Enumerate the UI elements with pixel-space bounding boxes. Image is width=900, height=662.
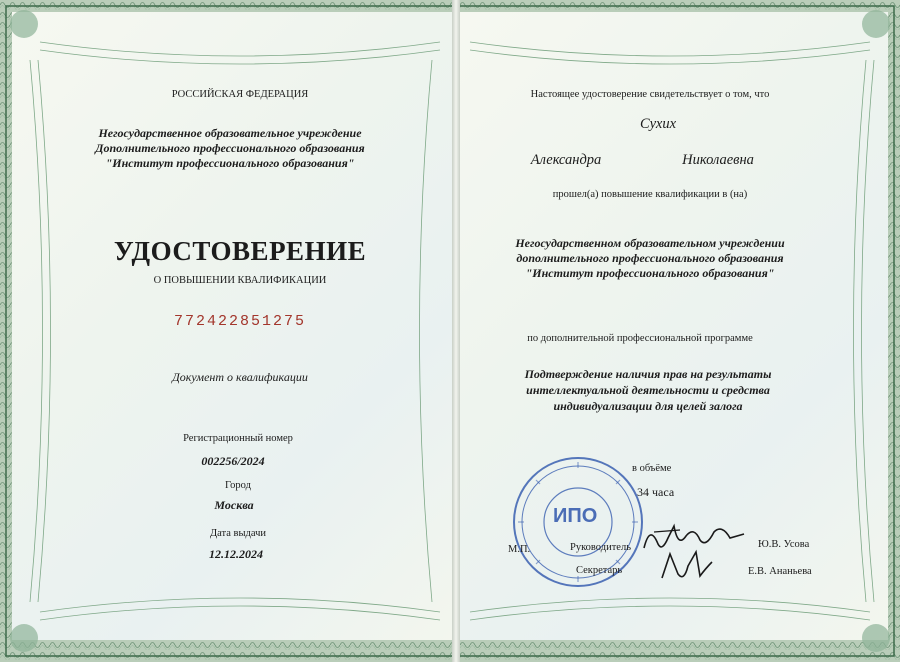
- issue-date-label: Дата выдачи: [209, 528, 267, 539]
- secretary-name: Е.В. Ананьева: [748, 566, 812, 577]
- training-org-line-2: дополнительного профессионального образования: [516, 251, 784, 265]
- registration-label: Регистрационный номер: [183, 433, 293, 444]
- training-org-line-1: Негосударственном образовательном учреждении: [515, 236, 785, 250]
- city-value: Москва: [214, 498, 254, 512]
- certification-intro: Настоящее удостоверение свидетельствует о том, что: [530, 89, 770, 100]
- document-subtitle: О ПОВЫШЕНИИ КВАЛИФИКАЦИИ: [153, 275, 327, 286]
- seal-center-text: ИПО: [553, 505, 598, 527]
- serial-number: 772422851275: [173, 313, 307, 330]
- secretary-label: Секретарь: [576, 565, 623, 576]
- issuer-org-line-2: Дополнительного профессионального образования: [95, 141, 365, 155]
- holder-patronymic: Николаевна: [682, 152, 754, 168]
- program-name-line-2: интеллектуальной деятельности и средства: [526, 383, 770, 397]
- program-name-line-3: индивидуализации для целей залога: [553, 399, 743, 413]
- document-title: УДОСТОВЕРЕНИЕ: [113, 236, 367, 266]
- volume-label: в объёме: [632, 463, 672, 474]
- secretary-signature: [656, 548, 716, 584]
- registration-number: 002256/2024: [201, 454, 265, 468]
- program-label: по дополнительной профессиональной программе: [527, 333, 753, 344]
- issue-date-value: 12.12.2024: [209, 547, 263, 561]
- volume-value: 34 часа: [637, 485, 675, 499]
- head-label: Руководитель: [570, 542, 631, 553]
- holder-surname: Сухих: [639, 116, 677, 132]
- holder-first-name: Александра: [530, 152, 602, 168]
- seal-place-label: М.П.: [508, 544, 531, 555]
- country-label: РОССИЙСКАЯ ФЕДЕРАЦИЯ: [171, 89, 309, 100]
- program-name-line-1: Подтверждение наличия прав на результаты: [524, 367, 772, 381]
- issuer-org-line-1: Негосударственное образовательное учреждение: [98, 126, 362, 140]
- city-label: Город: [225, 480, 251, 491]
- head-name: Ю.В. Усова: [758, 539, 810, 550]
- passed-training-label: прошел(а) повышение квалификации в (на): [552, 189, 748, 200]
- document-type: Документ о квалификации: [172, 370, 308, 384]
- issuer-org-line-3: "Институт профессионального образования": [105, 156, 355, 170]
- training-org-line-3: "Институт профессионального образования": [525, 266, 775, 280]
